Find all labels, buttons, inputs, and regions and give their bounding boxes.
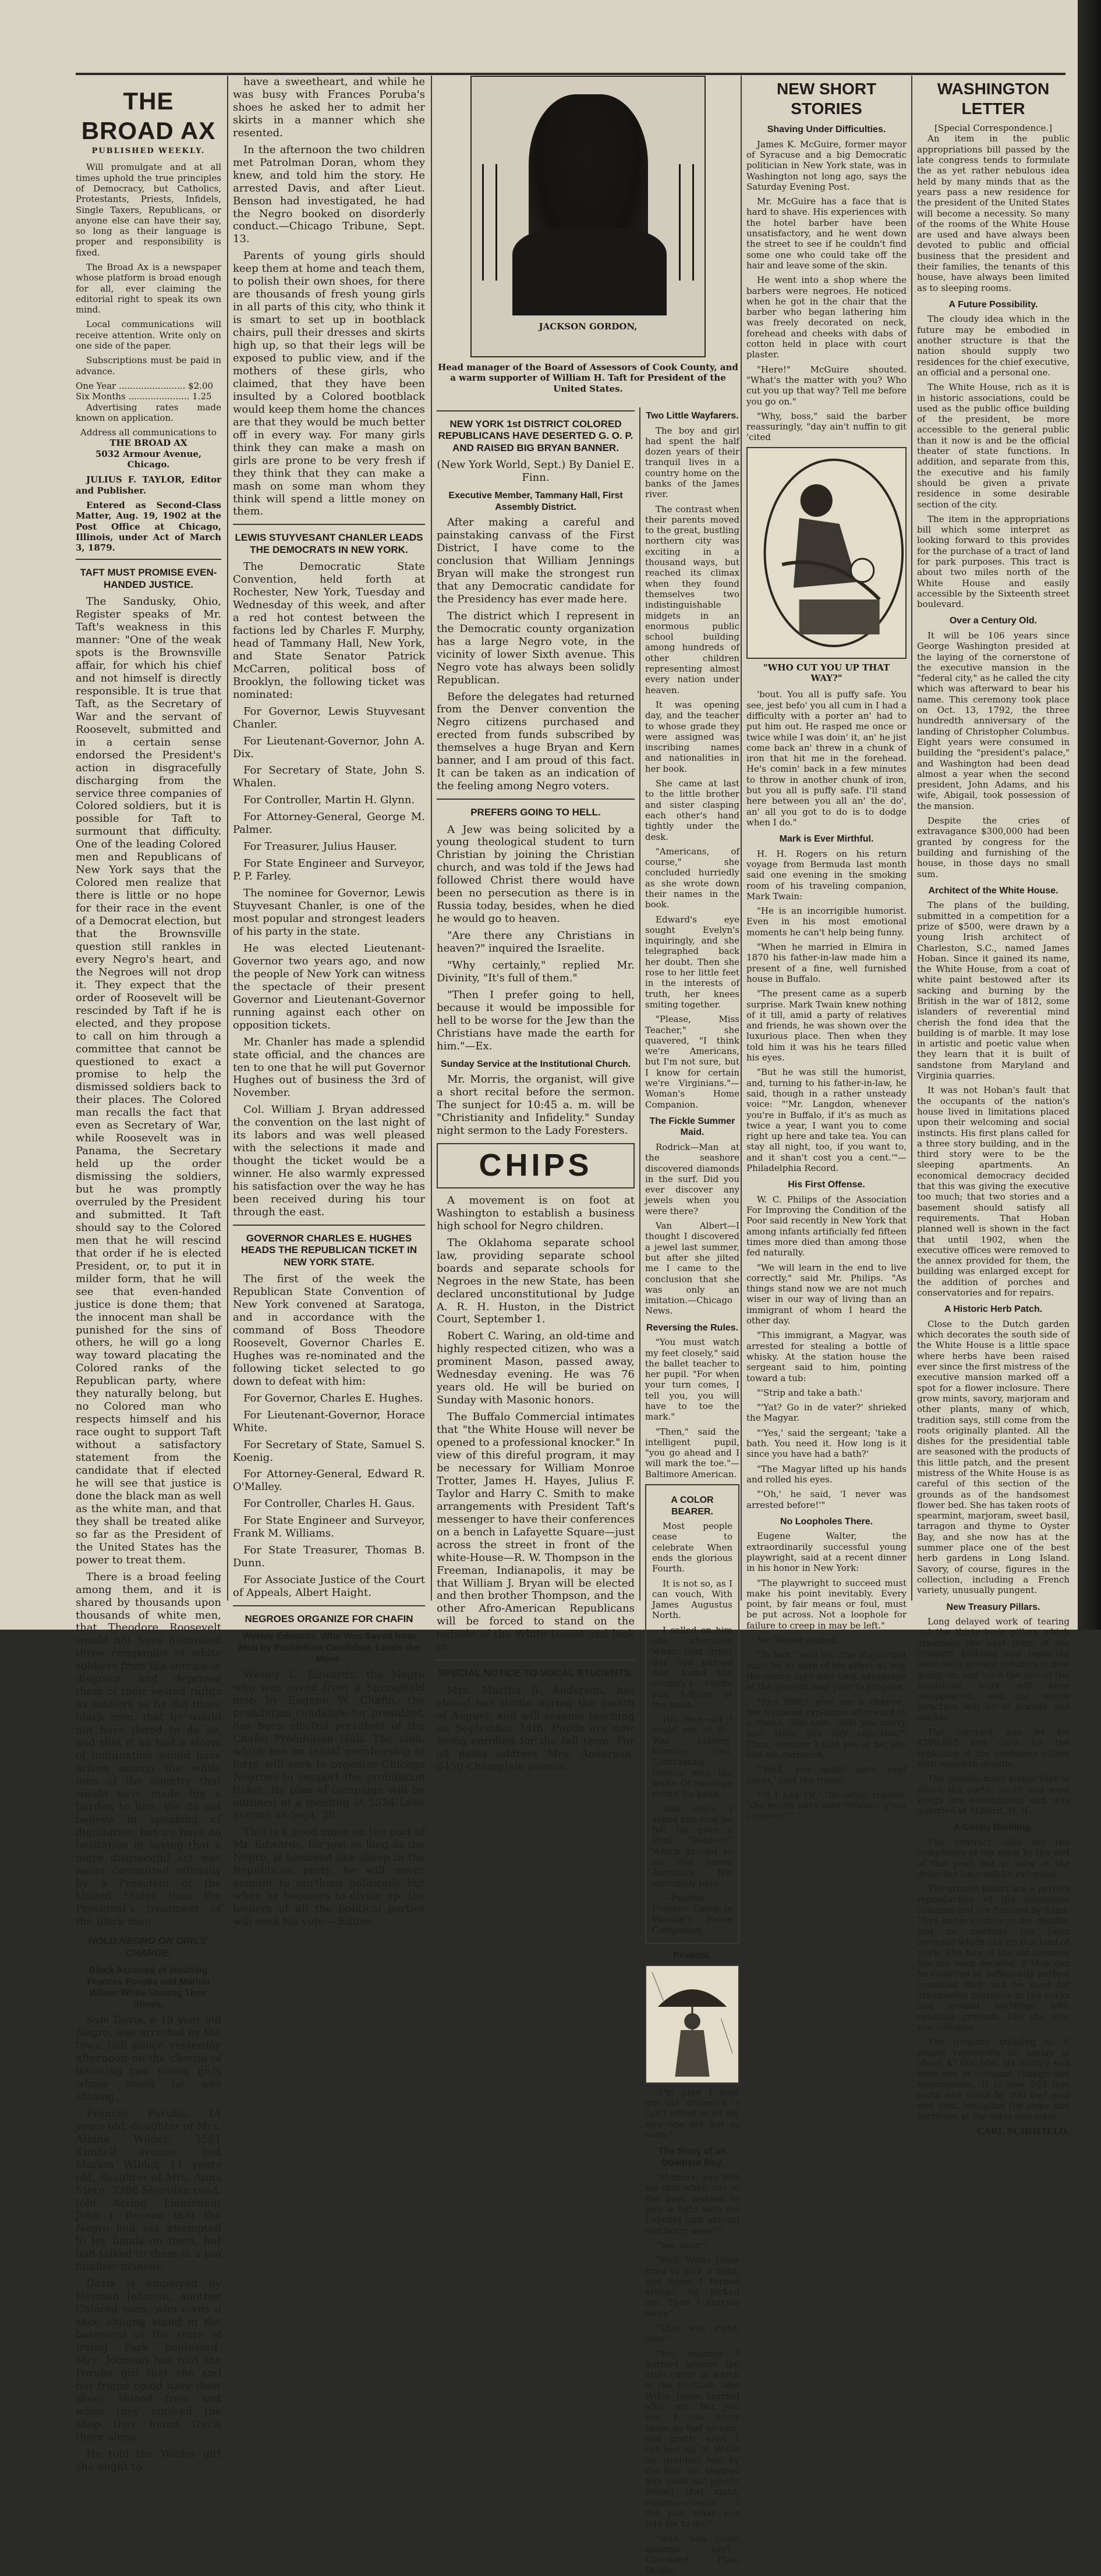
mark-p4: "The present came as a superb surprise. Mark Twain knew nothing of it till, amid a party of relatives and friends, he was shown over the luxurious place. Then when they told him it was his he tears filled his eyes. bbox=[746, 988, 907, 1063]
intro: The Broad Ax is a newspaper whose platform is broad enough for all, ever claiming the editorial right to speak its own mind. bbox=[76, 262, 221, 315]
mark-p3: "When he married in Elmira in 1870 his father-in-law made him a present of a fine, well furnished house in Buffalo. bbox=[746, 942, 907, 984]
hughes-l7: For State Treasurer, Thomas B. Dunn. bbox=[233, 1544, 425, 1570]
lewis-l3: For Secretary of State, John S. Whalen. bbox=[233, 764, 425, 790]
bearer-l4: His face—all I could see of it— Was blazing, burning red, Contrasting brewer with the white Of bandage round his head. bbox=[652, 1714, 732, 1800]
barber-drawing bbox=[748, 448, 905, 658]
wash-p4: The item in the appropriations bill which some interpret as looking forward to this provides for the purchase of a tract of land for park purposes. This tract is about two miles north of the White House and easily accessible by the Sixteenth street boulevard. bbox=[917, 513, 1070, 610]
poem-box bbox=[645, 1484, 739, 1944]
ny-source: (New York World, Sept.) By Daniel E. Finn. bbox=[437, 459, 635, 484]
lewis-p4: Mr. Chanler has made a splendid state official, and the chances are ten to one that he will put Governor Hughes out of business the 3rd of November. bbox=[233, 1035, 425, 1099]
loop-p6: "'Well, you might have kept silent,' said the friend. bbox=[746, 1764, 907, 1786]
headline-pillars: New Treasury Pillars. bbox=[946, 1602, 1040, 1612]
chips-heading: CHIPS bbox=[437, 1143, 635, 1188]
divider bbox=[233, 1225, 425, 1226]
headline-ny: NEW YORK 1st DISTRICT COLORED REPUBLICANS HAVE DESERTED G. O. P. AND RAISED BIG BRYAN BANNER. bbox=[438, 418, 633, 453]
barber-illustration bbox=[746, 447, 907, 659]
shaving-p6: 'bout. You all is puffy safe. You see, jest befo' you all cum in I had a difficulty with a porter an' had to put him out. He rasped me once or twice while I was doin' it, an' he jist come back an' threw in a chunk of iron that hit me in the forehead. He's comin' back in a few minutes to throw in another chunk of iron, but you all is puffy safe. I'll stand here between you all an' the do', an' all you got to do is to dodge when I do." bbox=[746, 689, 907, 828]
wayfarers-p2: The contrast when their parents moved to the great, bustling northern city was exciting in a thousand ways, but reached its climax when they found themselves two indistinguishable midgets in an enormous public school building among hundreds of other children representing almost every nation under heaven. bbox=[645, 503, 739, 696]
wash-p15: The treasury building as it stands represents an outlay of about $7,000,000. Its history has been one of constant change and enlargement. It is now 582 feet north and south by 300 feet east and west, including the steps and porticoes at the sides and sides. bbox=[917, 2036, 1070, 2122]
barber-caption: "WHO CUT YOU UP THAT WAY?" bbox=[763, 662, 890, 684]
wash-p2: The cloudy idea which in the future may be embodied in another structure is that the nation should supply two residences for the chief executive, an official and a personal one. bbox=[917, 314, 1070, 378]
advertising: Advertising rates made known on application. bbox=[76, 402, 221, 423]
wash-p8: It was not Hoban's fault that the occupants of the nation's house lived in limitations placed upon their welcoming and social instincts. His first plans called for a three story building, and in the third story were to be the sleeping apartments. An economical democracy decided that this was giving the executive too much; that two stories and a basement should satisfy all requirements. That Hoban planned well is shown in the fact that until 1902, when the executive offices were removed to the annex provided for them, the building was enlarged except for the addition of porches and conservatories and for repairs. bbox=[917, 1085, 1070, 1298]
hughes-l4: For Attorney-General, Edward R. O'Malley. bbox=[233, 1468, 425, 1493]
wash-p7: The plans of the building, submitted in a competition for a prize of $500, were drawn by a young Irish architect of Charleston, S.C., named James Hoban. Since it gained its name, the White House, from a coat of white paint bestowed after its sacking and burning by the British in the war of 1812, some islanders of reverential mind cherish the fond idea that the building is of marble. It may lose in artistic and poetic value when they learn that it is built of sandstone from Maryland and Virginia quarries. bbox=[917, 900, 1070, 1081]
headline-mark: Mark is Ever Mirthful. bbox=[779, 834, 874, 845]
local-note: Local communications will receive attention. Write only on one side of the paper. bbox=[76, 319, 221, 352]
obedient-p1: "Mamma, you told me that when one of the boys wanted to pick a fight with me I should turn around and hurry away?" bbox=[645, 2172, 739, 2236]
headline-lewis: LEWIS STUYVESANT CHANLER LEADS THE DEMOCRATS IN NEW YORK. bbox=[235, 532, 423, 555]
sunday-p1: Mr. Morris, the organist, will give a short recital before the sermon. The sunject for 10:45 a. m. will be "Christianity and Infidelity." Sunday night sermon to the Lady Foresters. bbox=[437, 1073, 635, 1137]
divider bbox=[437, 410, 635, 411]
first-p6: "'Yes,' said the sergeant; 'take a bath. You need it. How long is it since you have had a bath?' bbox=[746, 1427, 907, 1460]
address-street: 5032 Armour Avenue, Chicago. bbox=[95, 448, 202, 470]
hughes-l5: For Controller, Charles H. Gaus. bbox=[243, 1498, 415, 1510]
headline-costly: A Costly Building. bbox=[953, 1822, 1033, 1833]
headline-sunday: Sunday Service at the Institutional Church. bbox=[440, 1059, 631, 1069]
wash-p3: The White House, rich as it is in historic associations, could be used as the public office building of the president, be more accessible to the general public than it now is and be the official theater of state functions. In addition, and separate from this, the executive and his family should be given a private residence in some desirable section of the city. bbox=[917, 382, 1070, 510]
special-correspondence: [Special Correspondence.] bbox=[934, 123, 1053, 134]
obedient-p4: "That was right, dear." bbox=[645, 2322, 739, 2344]
headline-bearer: A COLOR BEARER. bbox=[671, 1495, 714, 1517]
first-p7: "The Magyar lifted up his hands and rolled his eyes. bbox=[746, 1463, 907, 1485]
bearer-l3: I called on him one afternoon When that great day had passed And found the country's colors still A-flying at the mast. bbox=[652, 1624, 732, 1710]
divider bbox=[233, 1605, 425, 1606]
taft-p2: There is a broad feeling among them, and it is shared by thousands upon thousands of white men, that Theodore Roosevelt would not have dismissed three companies of white soldiers from the service in disgrace and deprived them of their vested rights as soldiers as he did those black men, that he would not have dared to do so, and that if he had a storm of indignation would have arisen among the white men of the country that would have made life a burden to him. We do not believe in speaking of dignitaries, but we have no hesitation in saying that a more disgraceful act was never committed officially by a President of the United States than the President's treatment of the black men. bbox=[76, 1570, 221, 1928]
wayfarers-p1: The boy and girl had spent the half dozen years of their tranquil lives in a country home on the banks of the James river. bbox=[645, 425, 739, 500]
reversing-p1: "You must watch my feet closely," said the ballet teacher to her pupil. "For when your turn comes, I tell you, you will have to toe the mark." bbox=[645, 1337, 739, 1422]
reversing-p2: "Then," said the intelligent pupil, "you go ahead and I will mark the toe."—Baltimore American. bbox=[645, 1426, 739, 1479]
editor: JULIUS F. TAYLOR, Editor and Publisher. bbox=[76, 474, 221, 496]
wash-p11: The contract was let for $298,965 and calls for the replacing of the sandstone pillars with monolith granite. bbox=[917, 1727, 1070, 1769]
lewis-p1: The Democratic State Convention, held forth at Rochester, New York, Tuesday and Wednesday of this week, and after a red hot contest between the factions led by Charles F. Murphy, head of Tammany Hall, New York, and State Senator Patrick McCarren, political boss of Brooklyn, the following ticket was nominated: bbox=[233, 560, 425, 701]
address-name: THE BROAD AX bbox=[109, 438, 187, 449]
ornament-bars-left bbox=[482, 164, 497, 281]
ny-p1: After making a careful and painstaking canvass of the First District, I have come to the conclusion that William Jennings Bryan will make the strongest run that any Democratic candidate for the Presidency has ever made here. bbox=[437, 516, 635, 605]
loop-p2: "The playwright to succeed must make his point inevitably. Every point, by fair means or foul, must be put across. Not a loophole for failure to creep in may be left." bbox=[746, 1577, 907, 1631]
divider bbox=[76, 559, 221, 560]
hughes-l1: For Governor, Charles E. Hughes. bbox=[243, 1392, 423, 1404]
negroes-p2: This is a good move on the part of Mr. Edwards, for just as long as the Negro, is hemmed like sheep in the Republican party, he will never amount to anything politically but when he becomes to divide up, the leaders of all the political parties will seek his vote.—Editor. bbox=[233, 1826, 425, 1928]
lewis-l6: For Treasurer, Julius Hauser. bbox=[243, 840, 397, 853]
wash-p9: Close to the Dutch garden which decorates the south side of the White House is a little space where herbs have been raised ever since the first mistress of the executive mansion marked off a spot for a flower inclosure. There grow mints, savory, marjoram and other plants, many of which, tradition says, still come from the roots originally planted. All the dishes for the presidential table are seasoned with the products of this little patch, and the present mistress of the White House is as careful of this section of the grounds as of the handsomest flower bed. She has taken roots of spearmint, marjoram, sweet basil, tarragon and thyme to Oyster Bay, and she now has at the summer place one of the best herb gardens in Long Island. Savory, of course, figures in the collection, including a French variety, unusually pungent. bbox=[917, 1318, 1070, 1596]
wash-p13: The contract calls for the completion of the work by the end of this year, but in view of the delay the time will be extended. bbox=[917, 1836, 1070, 1879]
prefers-p3: "Why certainly," replied Mr. Divinity, "It's full of them." bbox=[437, 959, 635, 984]
headline-new-short: NEW SHORT STORIES bbox=[776, 80, 877, 118]
first-p2: "We will learn in the end to live correctly," said Mr. Philips. "As things stand now we are not much wiser in our way of living than an immigrant of whom I heard the other day. bbox=[746, 1262, 907, 1326]
hold-sub: Black Accused of Insulting Frances Poruba and Marion Wilder While Shining Their Shoes. bbox=[87, 1965, 210, 2010]
shaving-p5: "Why, boss," said the barber reassuringly, "day ain't nuffin to git 'cited bbox=[746, 410, 907, 443]
headline-first: His First Offense. bbox=[788, 1180, 865, 1190]
prudent-caption: "I'm glad I kept my old umbrella. I can't afford to let my new one get wet so soon." bbox=[645, 2087, 739, 2140]
taft-p1: The Sandusky, Ohio, Register speaks of Mr. Taft's weakness in this manner: "One of the weak spots is the Brownsville affair, for which his chief and not himself is directly responsible. It is true that Taft, as the Secretary of War and the servant of Roosevelt, submitted and in a certain sense endorsed the President's action in disgracefully discharging from the service three companies of Colored soldiers, but it is possible for Taft to surmount that difficulty. One of the leading Colored men and Republicans of New York says that the Colored men realize that there is little or no hope for their race in the event of a Democrat election, but that the Brownsville question still rankles in every Negro's heart, and the Negroes will not drop it. They expect that the order of Roosevelt will be rescinded by Taft if he is elected, and they propose to call on him through a committee that cannot be questioned to exact a promise to help the dismissed soldiers back to their places. The Colored man recalls the fact that even as Secretary of War, while Roosevelt was in Panama, the Secretary held up the order dismissing the soldiers, but he was promptly overruled by the President and submitted. It Taft should say to the Colored men that he will rescind that order if he is elected President, or, to put it in milder form, that he will see that even-handed justice is done them; that the innocent man shall be punished for the sins of others, he will go a long way toward placating the Colored ranks of the Republican party, where they naturally belong, but no Colored man who respects himself and his race ought to support Taft without a satisfactory statement from the candidate that if elected he will see that justice is done the black man as well as the white man, and that they shall be treated alike so far as the President of the United States has the power to treat them. bbox=[76, 595, 221, 1566]
masthead-title: THE BROAD AX bbox=[81, 87, 216, 145]
lewis-p3: He was elected Lieutenant-Governor two years ago, and now the people of New York can witness the spectacle of their present Governor and Lieutenant-Governor running against each other on opposition tickets. bbox=[233, 942, 425, 1031]
vocal-p1: Mrs. Martha B. Anderson, has closed her studio during the month of August, and will resume teaching on September 14th. Pupils are now being enrolled for the fall term. For all dates address Mrs. Anderson, 6450 Champlain avenue. bbox=[437, 1684, 635, 1773]
obedient-p6: "Well, how could mamma say?—Cleveland Plain Dealer. bbox=[645, 2533, 739, 2576]
bearer-l6: —Pauline Frances Camp in Woman's Home Companion. bbox=[652, 1892, 732, 1935]
column-3 bbox=[437, 405, 635, 1773]
photo-name: JACKSON GORDON, bbox=[539, 321, 638, 332]
cont-p1: have a sweetheart, and while he was busy with Frances Poruba's shoes he asked her to admit her skirts in a manner which she resented. bbox=[233, 76, 425, 139]
lewis-l4: For Controller, Martin H. Glynn. bbox=[243, 794, 415, 807]
chips-p3: Robert C. Waring, an old-time and highly respected citizen, who was a prominent Mason, passed away, Wednesday evening. He was 76 years old. He will be buried on Sunday with Masonic honors. bbox=[437, 1330, 635, 1407]
headline-obedient: The Story of an Obedient Boy. bbox=[658, 2146, 727, 2168]
ornament-bars-right bbox=[679, 164, 694, 281]
first-p3: "This immigrant, a Magyar, was arrested for stealing a bottle of whisky. At the station house the sergeant said to him, pointing toward a tub: bbox=[746, 1330, 907, 1383]
fickle-p1: Rodrick—Man at the seashore discovered diamonds in the surf. Did you ever discover any jewels when you were there? bbox=[645, 1141, 739, 1216]
wayfarers-p6: Edward's eye sought Evelyn's inquiringly, and she telegraphed back her doubt. Then she rose to her little feet in the interests of truth, her knees smiting together. bbox=[645, 914, 739, 1010]
loop-p5: "She didn't give me a chance,' her husband explained afterward to a friend. 'She said: "Will you marry me? Have you any objection?" Thus, whether I said yes or no, she had me cornered.' bbox=[746, 1696, 907, 1760]
top-rule bbox=[76, 73, 1065, 75]
obedient-p5: "Yes, mamma. I hurried around the little circle in which is the fountain, and Willie Jones hurried after me. But you see, I can hurry twice as fast as him, and pretty soon I catched up to Willie an' grabbed him by the hair an' slapped him good an' plenty. Wasn't that right, mamma—'cause I did just what you told me to do?" bbox=[645, 2348, 739, 2529]
cont-p2: In the afternoon the two children met Patrolman Doran, whom they knew, and told him the story. He arrested Davis, and after Lieut. Benson had investigated, he had the Negro booked on disorderly conduct.—Chicago Tribune, Sept. 13. bbox=[233, 143, 425, 246]
wayfarers-p7: "Please, Miss Teacher," she quavered, "I think we're Americans, but I'm not sure, but I know for certain we're Virginians."—Woman's Home Companion. bbox=[645, 1014, 739, 1110]
obedient-p2: "Yes, dear." bbox=[656, 2240, 706, 2251]
headline-prefers: PREFERS GOING TO HELL. bbox=[470, 807, 601, 818]
headline-prudent: Prudent. bbox=[673, 1950, 711, 1961]
entered: Entered as Second-Class Matter, Aug. 19, 1902 at the Post Office at Chicago, Illinois, under Act of March 3, 1879. bbox=[76, 499, 221, 553]
shaving-p3: He went into a shop where the barbers were negroes. He noticed when he got in the chair that the barber who began lathering him was freely decorated on neck, forehead and cheeks with dabs of cotton held in place with court plaster. bbox=[746, 275, 907, 360]
hold-p4: He told the Wilder girl she ought to bbox=[76, 2447, 221, 2473]
first-p1: W. C. Philips of the Association For Improving the Condition of the Poor said recently in New York that among infants artificially fed fifteen times more died than among those fed naturally. bbox=[746, 1194, 907, 1258]
bearer-l5: And when I asked him how he felt He gave a loud "Booboo!" Which proved to me that James Augustus felt extremely blue. bbox=[652, 1803, 732, 1889]
wayfarers-p5: "Americans, of course," she concluded hurriedly as she wrote down their names in the book. bbox=[645, 846, 739, 910]
wayfarers-p3: It was opening day, and the teacher to whose grade they were assigned was inscribing names and nationalities in her book. bbox=[645, 699, 739, 774]
column-rule bbox=[227, 76, 228, 1601]
headline-vocal: SPECIAL NOTICE TO VOCAL STUDENTS. bbox=[438, 1667, 633, 1679]
chips-p2: The Oklahoma separate school law, providing separate school boards and separate schools for Negroes in the new State, has been declared unconstitutional by Judge A. R. H. Huston, in the District Court, September 1. bbox=[437, 1236, 635, 1326]
headline-century: Over a Century Old. bbox=[949, 616, 1038, 626]
divider bbox=[233, 524, 425, 525]
column-rule bbox=[639, 407, 640, 1601]
rate-six-months: Six Months ...................... 1.25 bbox=[76, 391, 212, 402]
column-5 bbox=[746, 76, 907, 1822]
column-4 bbox=[645, 405, 739, 2576]
loop-p3: Mr. Walter smiled. bbox=[757, 1635, 838, 1646]
headline-hughes: GOVERNOR CHARLES E. HUGHES HEADS THE REPUBLICAN TICKET IN NEW YORK STATE. bbox=[240, 1232, 417, 1268]
wayfarers-p4: She came at last to the little brother and sister clasping each other's hand tightly under the desk. bbox=[645, 778, 739, 842]
lewis-l2: For Lieutenant-Governor, John A. Dix. bbox=[233, 735, 425, 760]
bearer-l2: It is not so, as I can vouch, With James Augustus North. bbox=[652, 1578, 732, 1621]
headline-architect: Architect of the White House. bbox=[928, 885, 1058, 896]
hughes-l6: For State Engineer and Surveyor, Frank M. Williams. bbox=[233, 1514, 425, 1540]
signature: CARL SCHOFIELD. bbox=[976, 2126, 1070, 2137]
loop-p7: "'If I had I'd,' the other replied, 'she would have said "Silence gives consent!"'" bbox=[746, 1789, 907, 1822]
hold-p3: Davis is employed by Herman Johnson, another Colored man, who owns a shoe shining stand in the basement of the store of Irving Park boulevard. Mrs. Johnson has told the Poruba girl that she and her friend could have their shoes shined free, and when they entered the shop they found Davis there alone. bbox=[76, 2277, 221, 2443]
lewis-l1: For Governor, Lewis Stuyvesant Chanler. bbox=[233, 705, 425, 730]
scan-edge bbox=[1078, 0, 1101, 1630]
headline-shaving: Shaving Under Difficulties. bbox=[767, 125, 886, 135]
ny-p3: Before the delegates had returned from the Denver convention the Negro citizens purchased and erected from funds subscribed by themselves a huge Bryan and Kern banner, and I am proud of this fact. It can be taken as an indication of the feeling among Negro voters. bbox=[437, 690, 635, 793]
wash-p5: It will be 106 years since George Washington presided at the laying of the cornerstone of the executive mansion in the "federal city," as he called the city which was afterward to bear his name. This ceremony took place on Oct. 13, 1792, the three hundredth anniversary of the landing of Christopher Columbus. Eight years were consumed in building the "president's palace," and Washington had been dead almost a year when the second president, John Adams, and his wife, Abigail, took possession of the mansion. bbox=[917, 630, 1070, 811]
subs-note: Subscriptions must be paid in advance. bbox=[76, 355, 221, 377]
lewis-l7: For State Engineer and Surveyor, P. P. Farley. bbox=[233, 857, 425, 883]
divider bbox=[437, 1659, 635, 1660]
column-rule bbox=[431, 76, 432, 1601]
headline-fickle: The Fickle Summer Maid. bbox=[649, 1116, 735, 1138]
prefers-p2: "Are there any Christians in heaven?" inquired the Israelite. bbox=[437, 929, 635, 955]
wash-p1: An item in the public appropriations bill passed by the late congress tends to formulate the as yet rather nebulous idea held by many minds that as the years pass a new residence for the president of the United States will become a necessity. So many of the rooms of the White House are used and have always been devoted to public and official business that the president and their families, the tenants of this house, have always been limited as to sleeping rooms. bbox=[917, 133, 1070, 293]
wash-p6: Despite the cries of extravagance $300,000 had been granted by congress for the building and furnishing of the house, in those days no small sum. bbox=[917, 815, 1070, 879]
hold-p2: Frances Poruba, 14 years old, daughter of Mrs. Albina Wilder, 3581 Kimbell avenue, and Marion Wilder, 11 years old, daughter of Mrs. Anna Stern, 2266 Sheridan road, told Acting Lieutenant John J. Benson that the Negro had not attempted to lay hands on them, but had talked to them in a too familiar manner. bbox=[76, 2107, 221, 2273]
portrait-suit bbox=[512, 228, 667, 315]
lewis-p2: The nominee for Governor, Lewis Stuyvesant Chanler, is one of the most popular and strongest leaders of his party in the state. bbox=[233, 887, 425, 938]
headline-hold: HOLD NEGRO ON GIRLS' CHARGE. bbox=[88, 1935, 209, 1958]
prefers-p4: "Then I prefer going to hell, because it would be impossible for hell to be worse for the Jew than the Christians have made the earth for him."—Ex. bbox=[437, 988, 635, 1052]
lewis-p5: Col. William J. Bryan addressed the convention on the last night of its labors and was well pleased with the selections it made and thought the ticket would be a winner. He also warmly expressed his satisfaction over the way he has been received during his tour through the east. bbox=[233, 1104, 425, 1218]
ny-p2: The district which I represent in the Democratic county organization has a large Negro vote, in the vicinity of lower Sixth avenue. This Negro vote has always been solidly Republican. bbox=[437, 609, 635, 686]
lewis-l5: For Attorney-General, George M. Palmer. bbox=[233, 811, 425, 836]
mark-p5: "But he was still the humorist, and, turning to his father-in-law, he said, though in a rather unsteady voice: "'Mr. Langdon, whenever you're in Buffalo, if it's as much as twice a year, I want you to come right up here and take tea. You can stay all night, too, if you want to, and it shan't cost you a cent.'"—Philadelphia Record. bbox=[746, 1067, 907, 1173]
policy: Will promulgate and at all times uphold the true principles of Democracy, but Catholics, Protestants, Priests, Infidels, Single Taxers, Republicans, or anyone else can have their say, so long as their language is proper and responsibility is fixed. bbox=[76, 162, 221, 258]
headline-taft: TAFT MUST PROMISE EVEN-HANDED JUSTICE. bbox=[80, 567, 217, 590]
bearer-l1: Most people cease to celebrate When ends the glorious Fourth. bbox=[652, 1521, 732, 1574]
hughes-l2: For Lieutenant-Governor, Horace White. bbox=[233, 1408, 425, 1434]
column-rule bbox=[741, 76, 742, 1601]
first-p8: "'Oh,' he said, 'I never was arrested before!'" bbox=[746, 1489, 907, 1510]
chips-p4: The Buffalo Commercial intimates that "the White House will never be opened to a professional knocker." In view of this direful program, it may be necessary for William Monroe Trotter, James H. Hayes, Julius F. Taylor and Harry C. Smith to make arrangements with President Taft's messenger to have their conferences on a bench in Lafayette Square—just across the street in front of the white-House—R. W. Thompson in the Freeman, Indianapolis, it may be that William J. Bryan will be elected and then brother Thompson, and the other Afro-American Republicans will be forced to stand on the outside of the White House and look in. bbox=[437, 1411, 635, 1654]
rate-one-year: One Year ........................ $2.00 bbox=[76, 380, 214, 391]
fickle-p2: Van Albert—I thought I discovered a jewel last summer, but after she jilted me I came to the conclusion that she was only an imitation.—Chicago News. bbox=[645, 1220, 739, 1317]
photo-caption: Head manager of the Board of Assessors of Cook County, and a warm supporter of William H. Taft for President of the United States. bbox=[438, 362, 738, 394]
chips-p1: A movement is on foot at Washington to establish a business high school for Negro children. bbox=[437, 1194, 635, 1232]
column-2 bbox=[233, 76, 425, 1928]
address-label: Address all communications to bbox=[80, 427, 217, 438]
wash-p14: The granite pillars are a perfect reproduction of the sandstone columns and are finished by hand. They bulge slightly in the middle, and no machine has been invented which can do this kind of work. The fate of the old columns has not been decided. If they can be removed in sufficiently perfect condition they will be used for ornamental purposes in the parks and around buildings with spacious grounds, like the new war colleges. bbox=[917, 1883, 1070, 2032]
hughes-p1: The first of the week the Republican State Convention of New York convened at Saratoga, and in accordance with the command of Boss Theodore Roosevelt, Governor Charles E. Hughes was re-nominated and the following ticket selected to go down to defeat with him: bbox=[233, 1273, 425, 1388]
column-1 bbox=[76, 76, 221, 2478]
headline-wayfarers: Two Little Wayfarers. bbox=[646, 411, 739, 421]
ny-sub: Executive Member, Tammany Hall, First Assembly District. bbox=[448, 491, 623, 512]
cont-p3: Parents of young girls should keep them at home and teach them, to polish their own shoes, for there are thousands of fresh young girls in all parts of this city, who think it is smart to set up in bootblack chairs, pull their dresses and skirts high up, so that their legs will be exposed to public view, and if the mothers of these girls, who claimed, that they have been insulted by a Colored bootblack would keep them home the chances are that they would be much better off in every way. For many girls think they can make a mash on girls are prone to be very fresh if they think that they can make a mash on some man whom they think will spend a little money on them. bbox=[233, 250, 425, 518]
shaving-p4: "Here!" McGuire shouted. "What's the matter with you? Who cut you up that way? Tell me before you go on." bbox=[746, 364, 907, 407]
mark-p1: H. H. Rogers on his return voyage from Bermuda last month said one evening in the smoking room of his traveling companion, Mark Twain: bbox=[746, 848, 907, 902]
wash-p10: Long delayed work of tearing out the thirty ionic pillars which ornament the east front of the treasury building and replacing them with granite columns is now going on, and soon the last of the sandstone work will have disappeared, and the entire structure will be of granite and marble. bbox=[917, 1616, 1070, 1723]
headline-future: A Future Possibility. bbox=[948, 299, 1038, 310]
column-6 bbox=[917, 76, 1070, 2137]
prefers-p1: A Jew was being solicited by a young theological student to turn Christian by joining the Christian church, and was told if the Jews had followed Christ there would have been no persecution as there is in Russia today, besides, when he died he would go to heaven. bbox=[437, 823, 635, 925]
umbrella-illustration bbox=[645, 1965, 739, 2084]
wash-p12: The granite must match that of which the north, south and west wings are constructed and was quarried at Milford, N. H. bbox=[917, 1773, 1070, 1816]
divider bbox=[437, 799, 635, 800]
hold-p1: Sam Davis, a 19 year old Negro, was arrested by the town hall police yesterday afternoon on the charge of insulting two young girls whose shoes he was shining. bbox=[76, 2014, 221, 2103]
headline-washington: WASHINGTON LETTER bbox=[937, 80, 1050, 118]
headline-loopholes: No Loopholes There. bbox=[780, 1516, 873, 1527]
shaving-p2: Mr. McGuire has a face that is hard to shave. His experiences with the hotel barber have been unsatisfactory, and he went down the street to see if he couldn't find some one who could take off the hair and leave some of the skin. bbox=[746, 196, 907, 271]
headline-reversing: Reversing the Rules. bbox=[646, 1322, 739, 1333]
portrait-photo bbox=[470, 76, 706, 357]
umbrella-drawing bbox=[646, 1966, 738, 2082]
mark-p2: "He is an incorrigible humorist. Even in his most emotional moments he can't help being funny. bbox=[746, 906, 907, 938]
hughes-l3: For Secretary of State, Samuel S. Koenig. bbox=[233, 1438, 425, 1464]
shaving-p1: James K. McGuire, former mayor of Syracuse and a big Democratic politician in New York state, was in Washington not long ago, says the Saturday Evening Post. bbox=[746, 139, 907, 192]
negroes-sub: Wesley Edwards, Who Was Saved from Mob by Prohibition Candidate, Leads the Move. bbox=[238, 1631, 420, 1665]
headline-negroes: NEGROES ORGANIZE FOR CHAFIN bbox=[245, 1613, 413, 1625]
negroes-p1: Wesley L. Edwards, the Negro who was saved from a Springfield mob by Eugene W. Chafin, the prohibition candidate for president, has been elected president of the Chafin Prohibition club. The club, which has an initial membership of forty, will seek to organize Chicago Negroes to support the prohibition ticket. Its plan of campaign will be outlined at a meeting at 5524 Lake avenue on Sept. 28. bbox=[233, 1668, 425, 1822]
loop-p4: "In fact," said he, "the playwright must be as sure of his effect as was the young lady who took advantage of the present leap year to propose. bbox=[746, 1649, 907, 1693]
hughes-l8: For Associate Justice of the Court of Appeals, Albert Haight. bbox=[233, 1574, 425, 1599]
headline-herb: A Historic Herb Patch. bbox=[944, 1304, 1043, 1315]
first-p5: "'Yat? Go in de vater?' shrieked the Magyar. bbox=[746, 1402, 907, 1424]
masthead-subtitle: PUBLISHED WEEKLY. bbox=[91, 147, 206, 156]
column-rule bbox=[911, 76, 912, 1601]
loop-p1: Eugene Walter, the extraordinarily successful young playwright, said at a recent dinner in his honor in New York: bbox=[746, 1531, 907, 1574]
obedient-p3: "Well, Willie Jones tried to pick a fight, and when I turned around he kicked me. Then I hurried away." bbox=[645, 2255, 739, 2319]
first-p4: "'Strip and take a bath.' bbox=[757, 1387, 863, 1398]
